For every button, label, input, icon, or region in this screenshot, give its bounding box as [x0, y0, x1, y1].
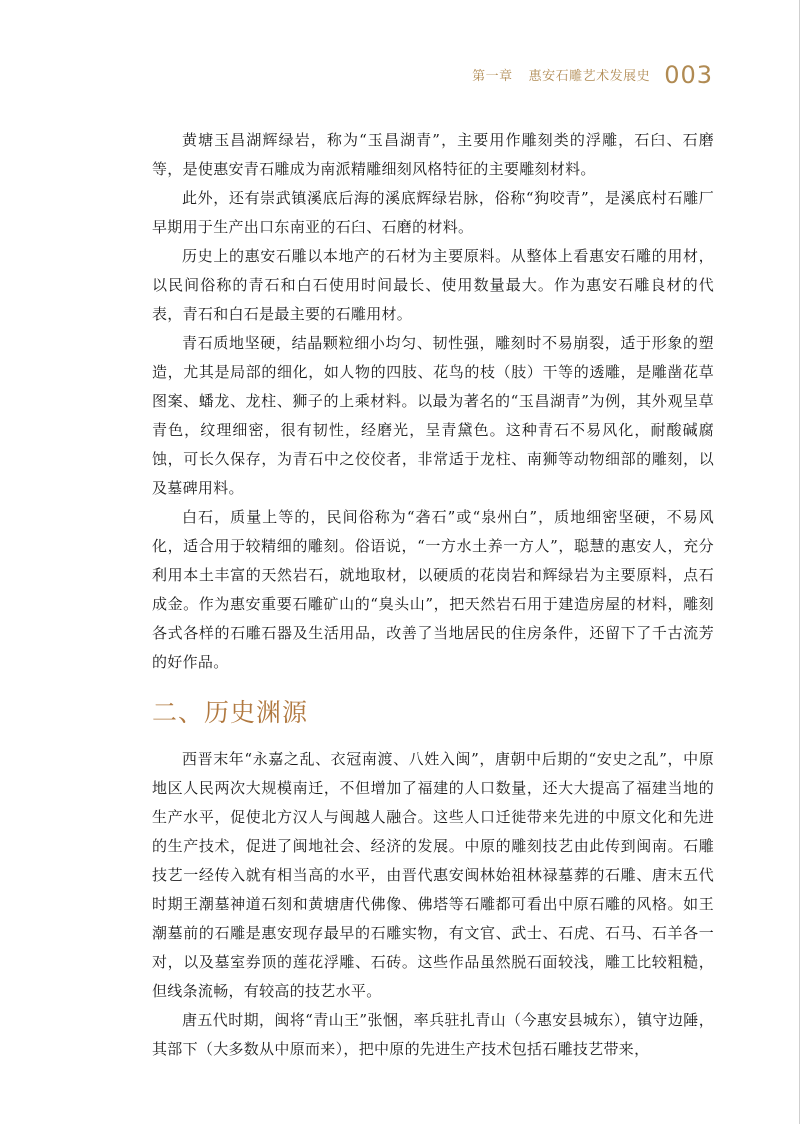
body-paragraph: 唐五代时期，闽将“青山王”张悃，率兵驻扎青山（今惠安县城东），镇守边陲，其部下（大多数从中原而来），把中原的先进生产技术包括石雕技艺带来， [152, 1011, 714, 1058]
body-paragraph: 历史上的惠安石雕以本地产的石材为主要原料。从整体上看惠安石雕的用材，以民间俗称的青石和白石使用时间最长、使用数量最大。作为惠安石雕良材的代表，青石和白石是最主要的石雕用材。 [152, 247, 714, 323]
body-paragraph: 西晋末年“永嘉之乱、衣冠南渡、八姓入闽”，唐朝中后期的“安史之乱”，中原地区人民两次大规模南迁，不但增加了福建的人口数量，还大大提高了福建当地的生产水平，促使北方汉人与闽越人融合。这些人口迁徙带来先进的中原文化和先进的生产技术，促进了闽地社会、经济的发展。中原的雕刻技艺由此传到闽南。石雕技艺一经传入就有相当高的水平，由晋代惠安闽林始祖林禄墓葬的石雕、唐末五代时期王潮墓神道石刻和黄塘唐代佛像、佛塔等石雕都可看出中原石雕的风格。如王潮墓前的石雕是惠安现存最早的石雕实物，有文官、武士、石虎、石马、石羊各一对，以及墓室券顶的莲花浮雕、石砖。这些作品虽然脱石面较浅，雕工比较粗糙，但线条流畅，有较高的技艺水平。 [152, 750, 714, 1000]
body-paragraph: 黄塘玉昌湖辉绿岩，称为“玉昌湖青”，主要用作雕刻类的浮雕，石臼、石磨等，是使惠安青石雕成为南派精雕细刻风格特征的主要雕刻材料。 [152, 131, 714, 178]
page-number: 003 [664, 61, 713, 89]
body-paragraph: 白石，质量上等的，民间俗称为“砻石”或“泉州白”，质地细密坚硬，不易风化，适合用于较精细的雕刻。俗语说，“一方水土养一方人”，聪慧的惠安人，充分利用本土丰富的天然岩石，就地取材，以硬质的花岗岩和辉绿岩为主要原料，点石成金。作为惠安重要石雕矿山的“臭头山”，把天然岩石用于建造房屋的材料，雕刻各式各样的石雕石器及生活用品，改善了当地居民的住房条件，还留下了千古流芳的好作品。 [152, 508, 714, 671]
body-paragraph: 青石质地坚硬，结晶颗粒细小均匀、韧性强，雕刻时不易崩裂，适于形象的塑造，尤其是局部的细化，如人物的四肢、花鸟的枝（肢）干等的透雕，是雕凿花草图案、蟠龙、龙柱、狮子的上乘材料。以最为著名的“玉昌湖青”为例，其外观呈草青色，纹理细密，很有韧性，经磨光，呈青黛色。这种青石不易风化，耐酸碱腐蚀，可长久保存，为青石中之佼佼者，非常适于龙柱、南狮等动物细部的雕刻，以及墓碑用料。 [152, 334, 714, 497]
running-header [472, 58, 713, 89]
chapter-label: 第一章 [472, 69, 513, 84]
chapter-title: 惠安石雕艺术发展史 [528, 69, 651, 84]
page-body [152, 126, 714, 1064]
body-paragraph: 此外，还有崇武镇溪底后海的溪底辉绿岩脉，俗称“狗咬青”，是溪底村石雕厂早期用于生产出口东南亚的石臼、石磨的材料。 [152, 189, 714, 236]
section-heading: 二、历史渊源 [152, 698, 309, 727]
